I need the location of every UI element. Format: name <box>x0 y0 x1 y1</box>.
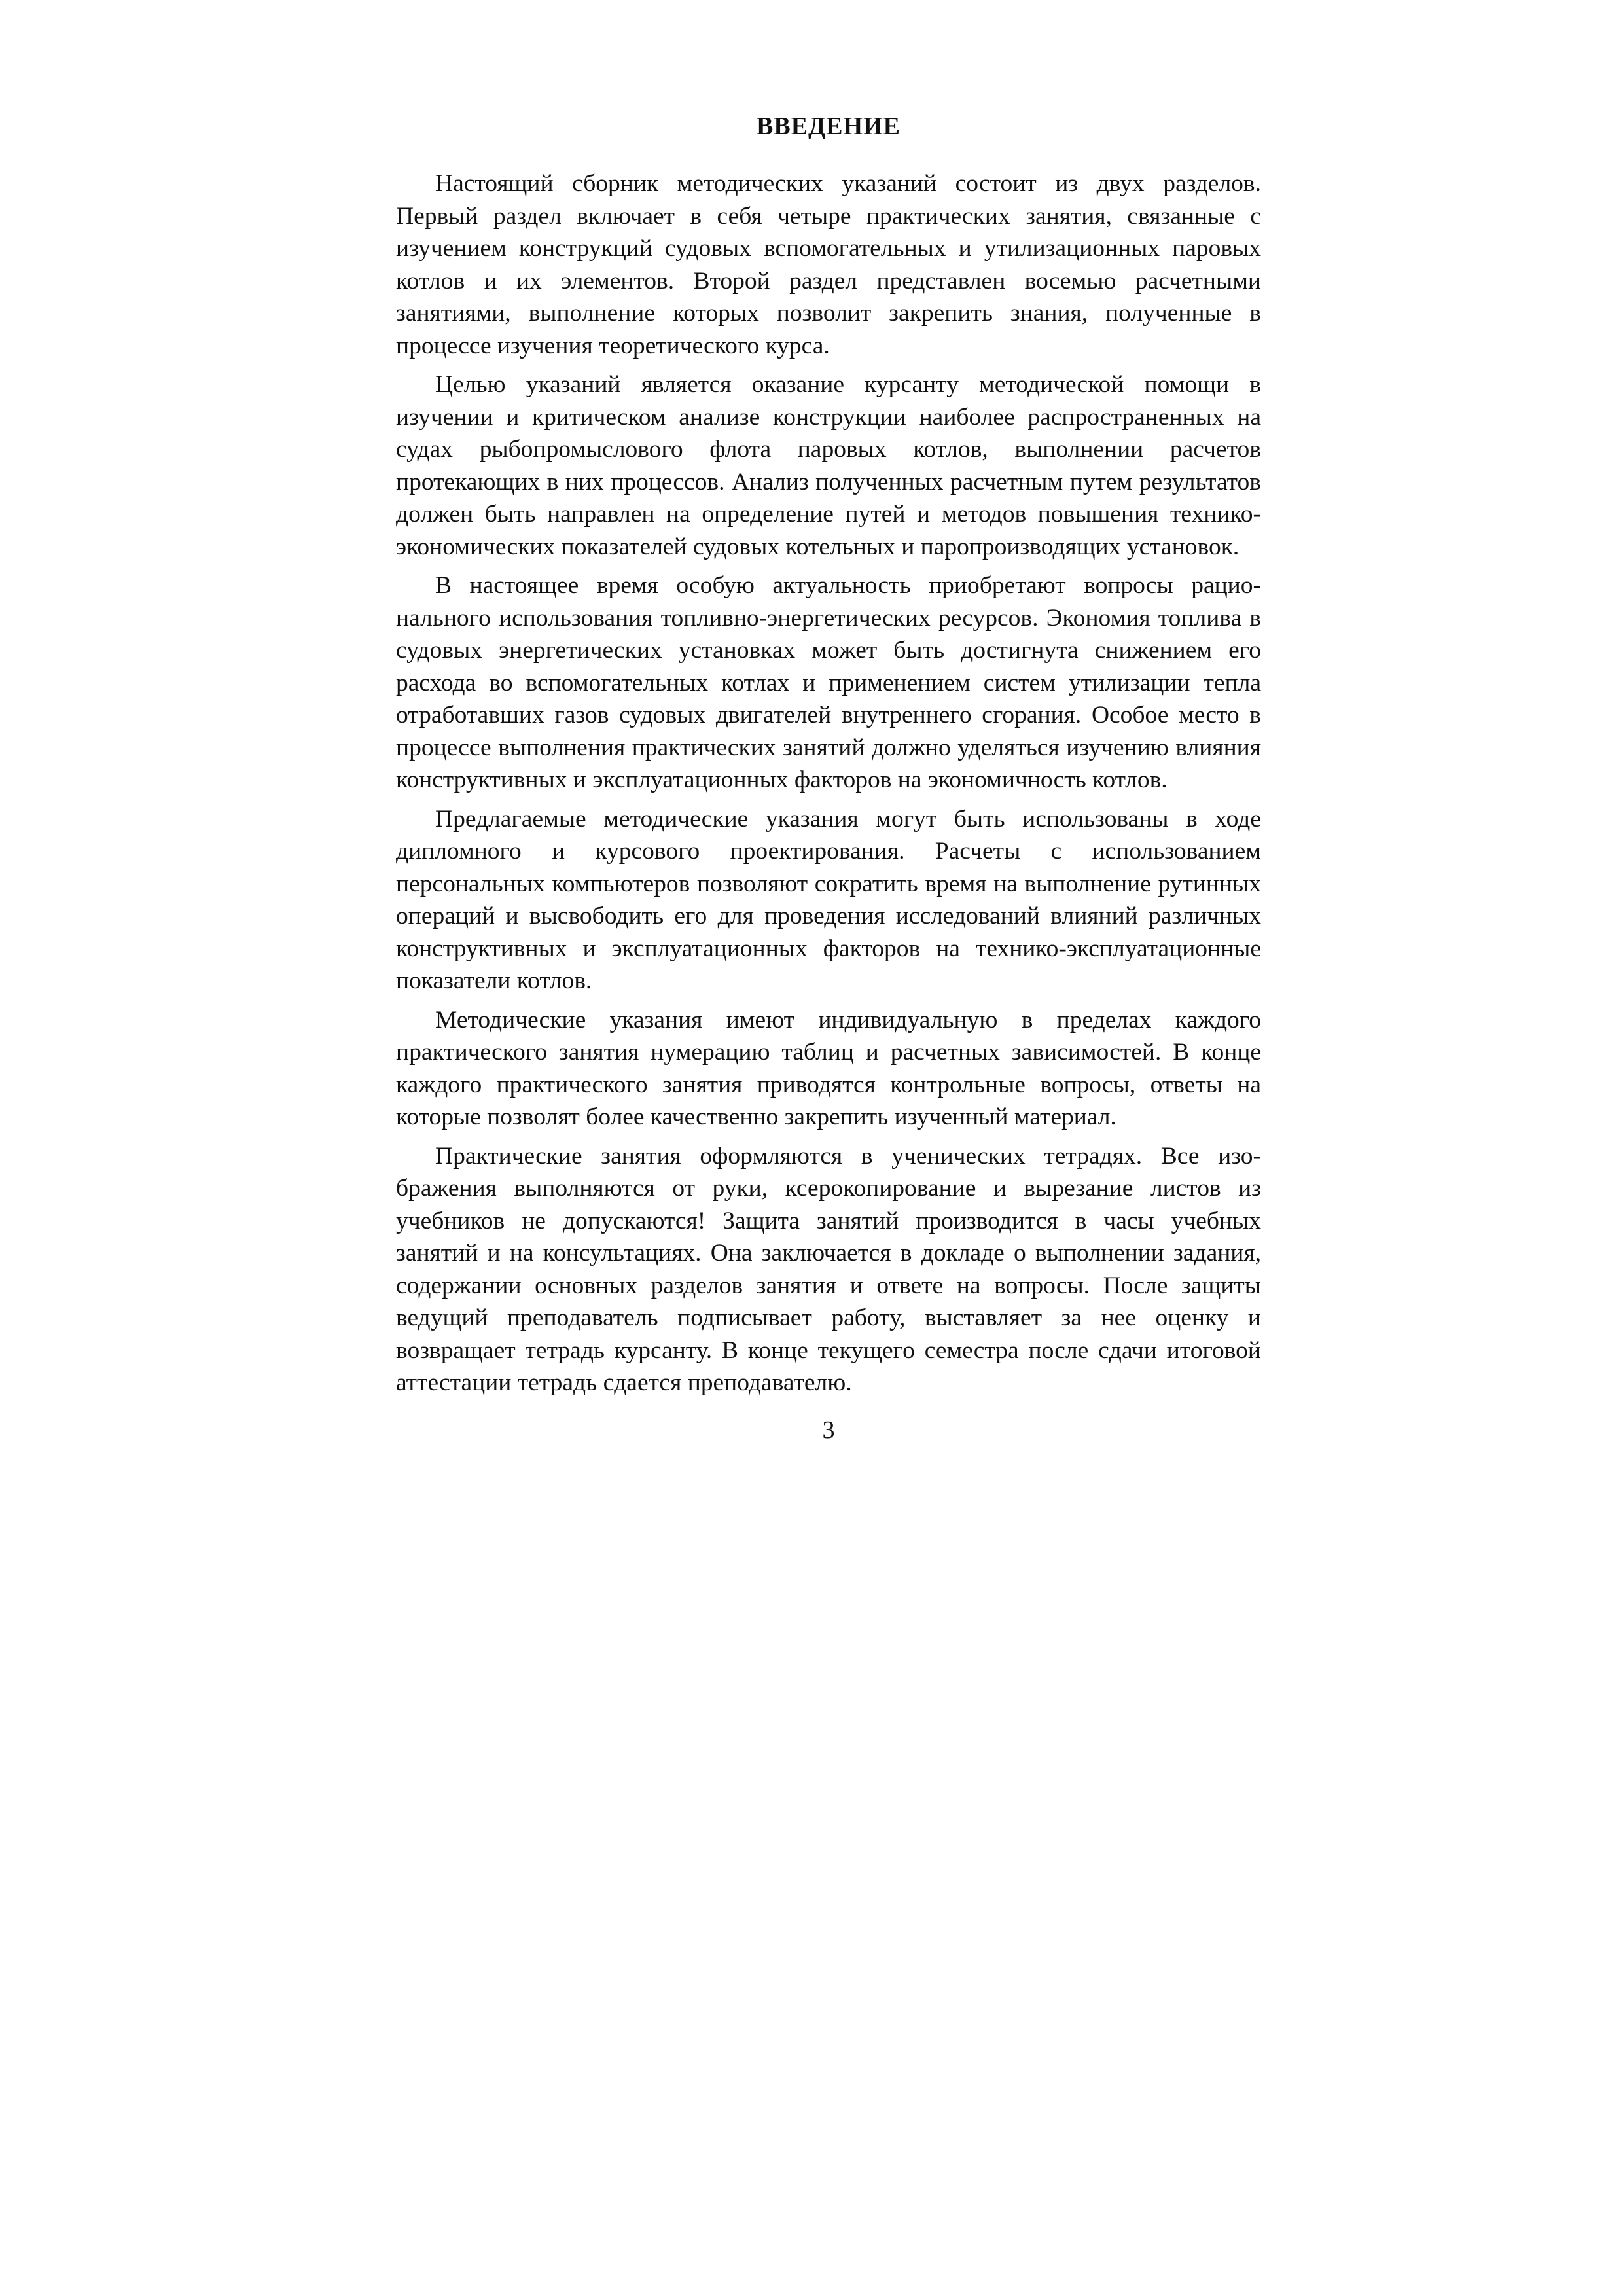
paragraph-1: Настоящий сборник методических указаний состоит из двух разделов. Первый раздел включает в себя четыре практических занятия, связанные с изучением конструкций судовых вспомогательных и утилизационных паровых котлов и их элементов. Второй раздел представлен восемью расчетными занятиями, выполнение которых позволит закрепить знания, полученные в процессе изучения теоретического курса. <box>396 170 1261 359</box>
section-title: ВВЕДЕНИЕ <box>757 113 901 140</box>
document-page <box>396 111 1261 1445</box>
paragraph-5: Методические указания имеют индивидуальную в пределах каждого практического занятия нумерацию таблиц и расчетных зависимостей. В конце каждого практического занятия приводятся контрольные вопросы, ответы на которые позволят более качественно закрепить изученный материал. <box>396 1006 1261 1130</box>
page-number: 3 <box>822 1416 835 1444</box>
paragraph-3: В настоящее время особую актуальность приобретают вопросы рационального использования топливно-энергетических ресурсов. Экономия топлива в судовых энергетических установках может быть достигнута снижением его расхода во вспомогательных котлах и применением систем утилизации тепла отработавших газов судовых двигателей внутреннего сгорания. Особое место в процессе выполнения практических занятий должно уделяться изучению влияния конструктивных и эксплуатационных факторов на экономичность котлов. <box>396 572 1261 793</box>
paragraph-4: Предлагаемые методические указания могут быть использованы в ходе дипломного и курсового проектирования. Расчеты с использованием персональных компьютеров позволяют сократить время на выполнение рутинных операций и высвободить его для проведения исследований влияний различных конструктивных и эксплуатационных факторов на технико-эксплуатационные показатели котлов. <box>396 805 1261 994</box>
paragraph-2: Целью указаний является оказание курсанту методической помощи в изучении и критическом анализе конструкции наиболее распространенных на судах рыбопромыслового флота паровых котлов, выполнении расчетов протекающих в них процессов. Анализ полученных расчетным путем результатов должен быть направлен на определение путей и методов повышения технико-экономических показателей судовых котельных и паропроизводящих установок. <box>396 371 1261 560</box>
paragraph-6: Практические занятия оформляются в ученических тетрадях. Все изображения выполняются от руки, ксерокопирование и вырезание листов из учебников не допускаются! Защита занятий производится в часы учебных занятий и на консультациях. Она заключается в докладе о выполнении задания, содержании основных разделов занятия и ответе на вопросы. После защиты ведущий преподаватель подписывает работу, выставляет за нее оценку и возвращает тетрадь курсанту. В конце текущего семестра после сдачи итоговой аттестации тетрадь сдается преподавателю. <box>396 1142 1261 1396</box>
